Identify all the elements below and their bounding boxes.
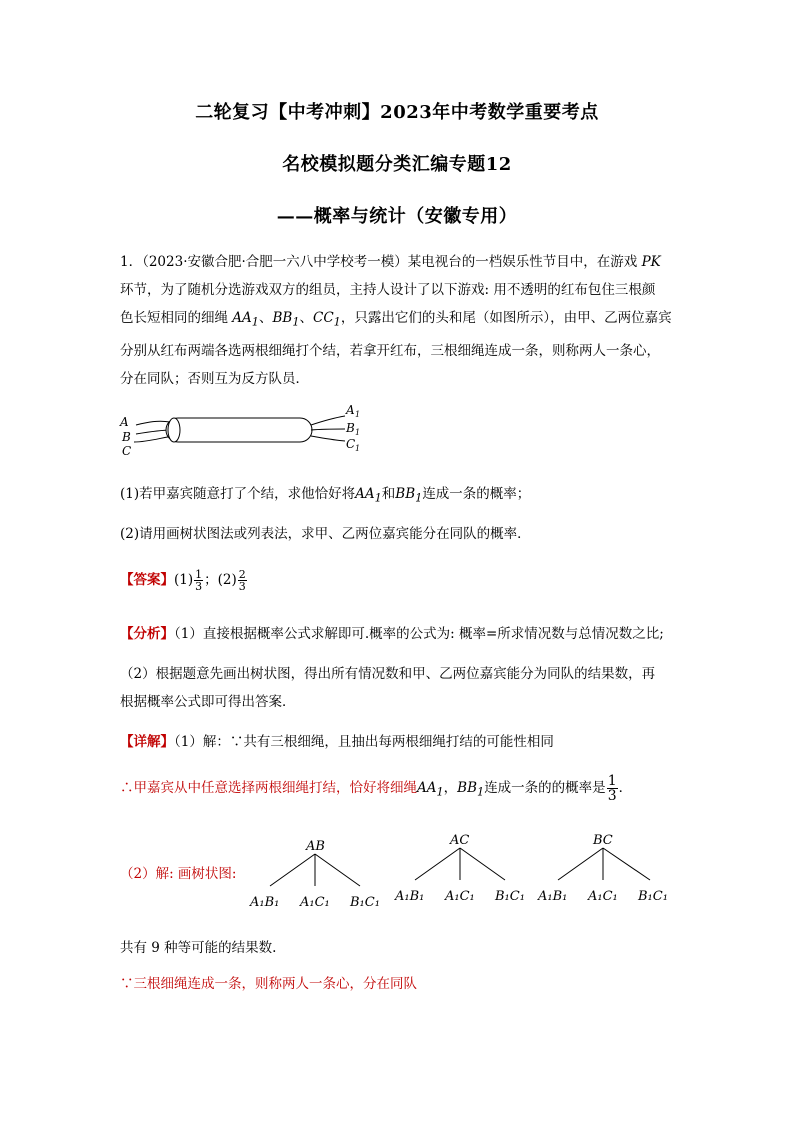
detail-line-5: ∵三根细绳连成一条，则称两人一条心，分在同队 (120, 976, 417, 992)
question-text: 某电视台的一档娱乐性节目中，在游戏 (407, 254, 638, 270)
svg-text:1: 1 (355, 410, 361, 419)
tree-root-3: BC (593, 833, 613, 848)
title-line-2: 名校模拟题分类汇编专题12 (282, 154, 512, 175)
tree-intro: （2）解: 画树状图: (120, 866, 237, 882)
label-c1: C (346, 437, 356, 451)
rope-aa1: $AA_1$ (232, 310, 259, 329)
question-line-2: 环节，为了随机分选游戏双方的组员，主持人设计了以下游戏: 用不透明的红布包住三根颜 (120, 282, 656, 298)
rope-cc1: $CC_1$ (312, 310, 341, 329)
question-source: （2023·安徽合肥·合肥一六八中学校考一模） (142, 254, 408, 270)
tree-svg (240, 828, 680, 918)
question-line-1 (120, 248, 680, 276)
answer-label: 【答案】 (120, 572, 174, 588)
detail-line-2: ∴甲嘉宾从中任意选择两根细绳打结，恰好将细绳$AA_1$，$BB_1$连成一条的的概率是 $\frac{1}{3}$ ． (120, 773, 633, 804)
label-b: B (122, 430, 131, 444)
tree-2-leaf-1: A₁B₁ (395, 889, 425, 904)
detail-label: 【详解】 (120, 734, 174, 750)
svg-text:1: 1 (355, 428, 361, 437)
question-line-4: 分别从红布两端各选两根细绳打个结，若拿开红布，三根细绳连成一条，则称两人一条心， (120, 342, 660, 359)
label-b1: B (346, 421, 355, 435)
tree-2-leaf-2: A₁C₁ (445, 889, 475, 904)
analysis-label: 【分析】 (120, 626, 174, 642)
question-number: 1． (120, 254, 143, 270)
label-c: C (122, 444, 132, 458)
rope-figure-svg (118, 398, 378, 464)
part-1: (1)若甲嘉宾随意打了个结，求他恰好将$AA_1$和$BB_1$连成一条的概率； (120, 486, 531, 505)
question-line-3: 色长短相同的细绳 $AA_1$、$BB_1$、$CC_1$，只露出它们的头和尾（如图所示），由甲、乙两位嘉宾 (120, 310, 672, 329)
tree-1-leaf-2: A₁C₁ (300, 895, 330, 910)
title-line-3: ——概率与统计（安徽专用） (276, 206, 518, 227)
rope-figure (118, 398, 378, 464)
tree-3-leaf-1: A₁B₁ (538, 889, 568, 904)
tree-diagram (240, 828, 680, 918)
answer-line: 【答案】(1) $\frac{1}{3}$ ；(2) $\frac{2}{3}$ (120, 568, 246, 593)
tree-3-leaf-3: B₁C₁ (638, 889, 668, 904)
answer-frac-1: $\frac{1}{3}$ (195, 568, 203, 593)
title-line-1: 二轮复习【中考冲刺】2023年中考数学重要考点 (195, 102, 599, 123)
question-block (120, 248, 680, 393)
label-a1: A (346, 403, 355, 417)
analysis-more: （2）根据题意先画出树状图，得出所有情况数和甲、乙两位嘉宾能分为同队的结果数，再 根据概率公式即可得出答案． (120, 666, 656, 710)
detail-line-4: 共有 9 种等可能的结果数. (120, 940, 277, 956)
pk-text: PK (641, 254, 661, 270)
detail-line-1: 【详解】（1）解：∵共有三根细绳，且抽出每两根细绳打结的可能性相同 (120, 734, 554, 750)
question-line-5: 分在同队；否则互为反方队员． (120, 370, 309, 387)
label-a: A (120, 415, 129, 429)
analysis-block: 【分析】（1）直接根据概率公式求解即可.概率的公式为: 概率=所求情况数与总情况数之比; (120, 626, 664, 642)
tree-3-leaf-2: A₁C₁ (588, 889, 618, 904)
tree-root-1: AB (306, 839, 325, 854)
tree-2-leaf-3: B₁C₁ (495, 889, 525, 904)
tree-1-leaf-1: A₁B₁ (250, 895, 280, 910)
svg-text:1: 1 (355, 444, 361, 453)
tree-root-2: AC (450, 833, 470, 848)
part-2: (2)请用画树状图法或列表法，求甲、乙两位嘉宾能分在同队的概率． (120, 526, 531, 542)
answer-frac-2: $\frac{2}{3}$ (238, 568, 246, 593)
rope-bb1: $BB_1$ (272, 310, 300, 329)
tree-1-leaf-3: B₁C₁ (350, 895, 380, 910)
